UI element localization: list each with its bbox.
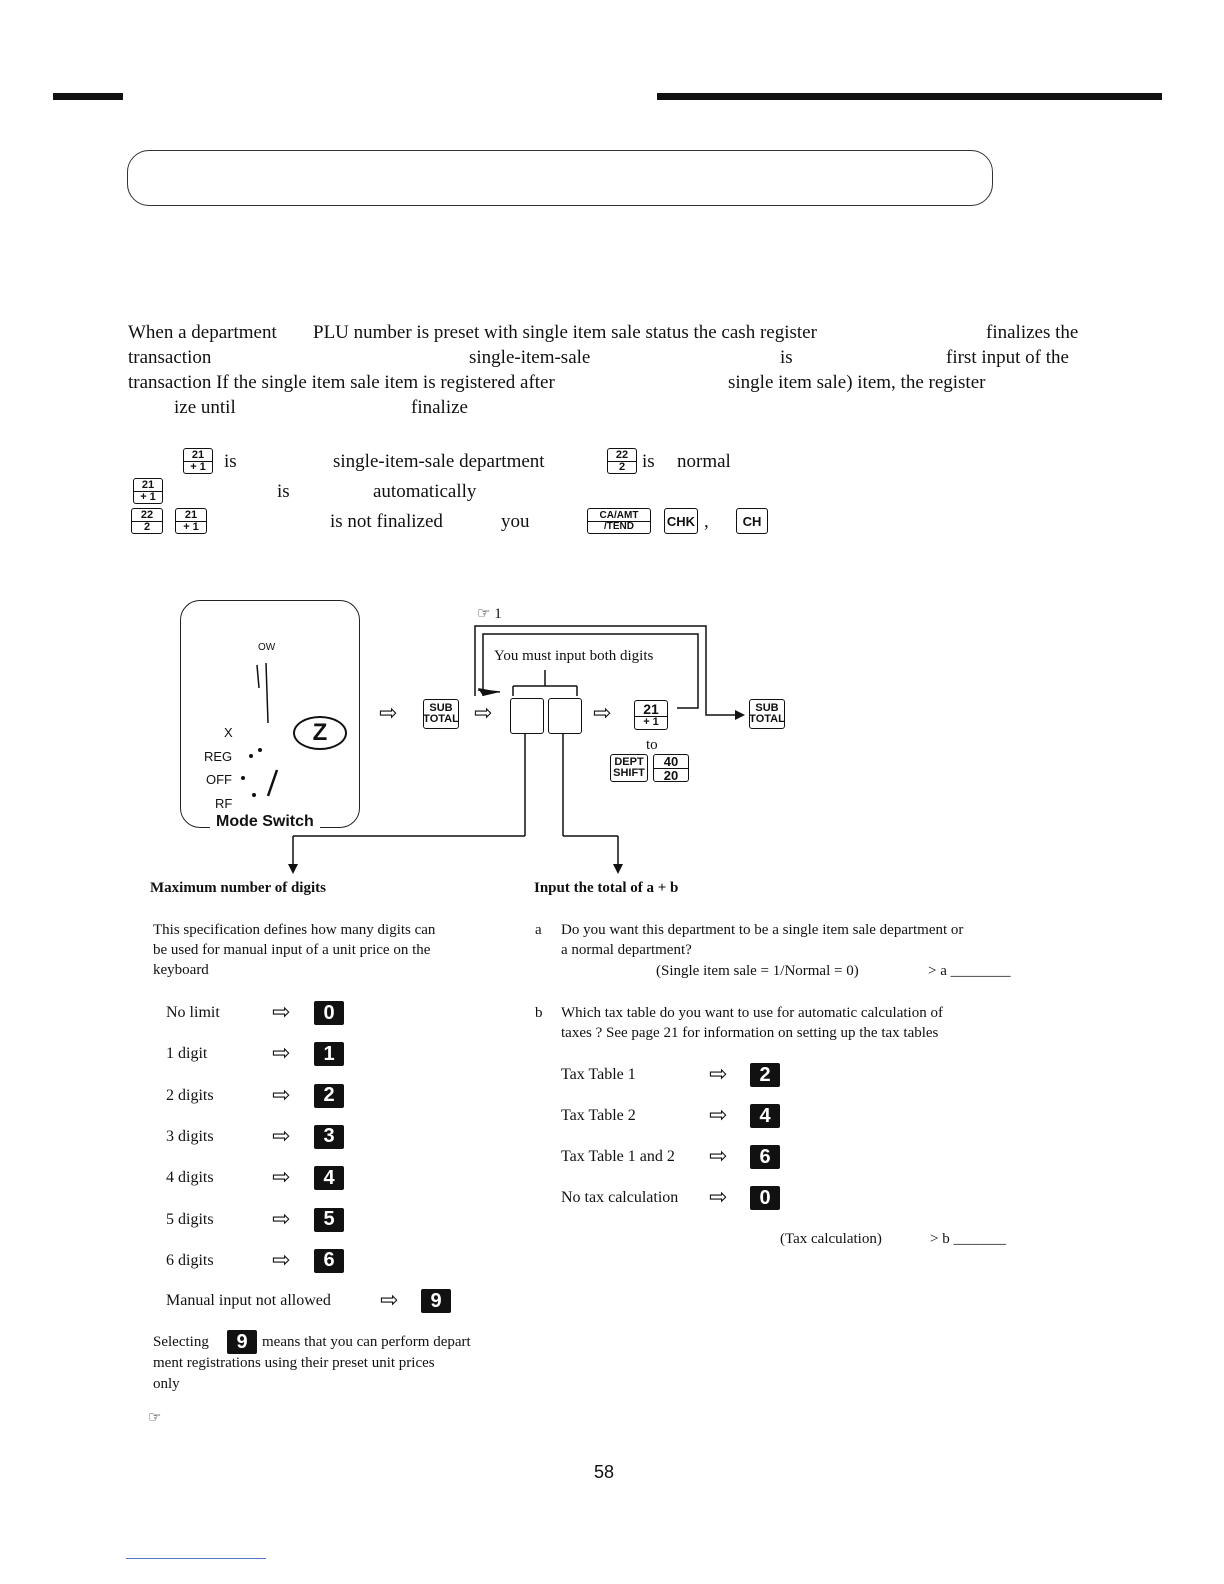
mode-reg-label: REG: [204, 749, 233, 764]
dept-22-key: 22 2: [607, 448, 637, 474]
title-box: [127, 150, 993, 206]
chk-key: CHK: [664, 508, 698, 534]
a-question: Do you want this department to be a single item sale department or: [561, 922, 964, 938]
tax-option-label: Tax Table 1 and 2: [561, 1148, 675, 1165]
left-desc: This specification defines how many digits can: [153, 922, 436, 938]
b-question: taxes ? See page 21 for information on setting up the tax tables: [561, 1025, 939, 1041]
tax-option-label: Tax Table 1: [561, 1066, 636, 1083]
arrow-icon: ⇨: [709, 1103, 728, 1128]
mode-switch-pointer: [180, 600, 360, 830]
a-formula: (Single item sale = 1/Normal = 0): [656, 963, 859, 979]
digit-key: 2: [750, 1063, 780, 1087]
b-question: Which tax table do you want to use for automatic calculation of: [561, 1005, 943, 1021]
intro-text: PLU number is preset with single item sale status the cash register: [313, 322, 817, 343]
digit-key: 4: [750, 1104, 780, 1128]
note-text: ment registrations using their preset unit prices: [153, 1355, 435, 1371]
subtotal-key: SUB TOTAL: [423, 699, 459, 729]
example-text: ,: [704, 511, 709, 532]
example-text: single-item-sale department: [333, 451, 545, 472]
arrow-icon: ⇨: [380, 1288, 399, 1313]
mode-rf-label: RF: [215, 796, 233, 811]
reference-mark: ☞ 1: [477, 606, 502, 622]
arrow-icon: ⇨: [272, 1082, 291, 1108]
digit-key: 3: [314, 1125, 344, 1149]
example-text: is: [224, 451, 237, 472]
dept-21-key: 21 + 1: [634, 700, 668, 730]
arrow-icon: ⇨: [709, 1062, 728, 1087]
dept-shift-key: DEPT SHIFT: [610, 754, 648, 782]
intro-text: first input of the: [946, 347, 1069, 368]
arrow-icon: ⇨: [272, 1000, 291, 1025]
intro-text: finalize: [411, 397, 468, 418]
to-label: to: [646, 737, 658, 753]
note-text: Selecting: [153, 1334, 209, 1350]
b-result: > b _______: [930, 1231, 1006, 1247]
note-text: only: [153, 1376, 180, 1392]
total-heading: Input the total of a + b: [534, 880, 679, 896]
digit-option-label: 6 digits: [166, 1251, 214, 1269]
digit-key: 6: [750, 1145, 780, 1169]
header-rule-left: [53, 93, 123, 100]
mode-ow-label: OW: [258, 642, 276, 653]
digit-key: 5: [314, 1208, 344, 1232]
arrow-icon: ⇨: [272, 1206, 291, 1232]
header-rule-right: [657, 93, 1162, 100]
digit-key: 6: [314, 1249, 344, 1273]
digit-option-label: 1 digit: [166, 1045, 208, 1063]
arrow-icon: ⇨: [272, 1123, 291, 1149]
mode-z-label: Z: [312, 719, 328, 746]
example-text: is: [642, 451, 655, 472]
must-input-note: You must input both digits: [494, 648, 654, 664]
digit-option-label: 4 digits: [166, 1169, 214, 1187]
example-text: is not finalized: [330, 511, 443, 532]
digit-key: 9: [227, 1330, 257, 1354]
flow-arrow-icon: ⇨: [593, 701, 612, 726]
a-label: a: [535, 922, 542, 938]
arrow-icon: ⇨: [272, 1041, 291, 1067]
mode-switch-caption: [210, 813, 320, 831]
digit-key: 0: [314, 1001, 344, 1025]
intro-text: single item sale) item, the register: [728, 372, 986, 393]
a-question: a normal department?: [561, 942, 692, 958]
flow-arrow-icon: ⇨: [474, 701, 493, 726]
intro-text: finalizes the: [986, 322, 1079, 343]
intro-text: single-item-sale: [469, 347, 591, 368]
example-text: automatically: [373, 481, 477, 502]
dept-40-key: 40 20: [653, 754, 689, 782]
arrow-icon: ⇨: [272, 1247, 291, 1273]
arrow-icon: ⇨: [272, 1165, 291, 1191]
digit-option-label: 5 digits: [166, 1210, 214, 1228]
footer-link-line: [126, 1558, 266, 1559]
digit-option-label: 3 digits: [166, 1127, 214, 1145]
ca-amt-tend-key: CA/AMT /TEND: [587, 508, 651, 534]
digit-key: 1: [314, 1042, 344, 1066]
example-text: normal: [677, 451, 731, 472]
mode-off-label: OFF: [206, 772, 232, 787]
digit-option-label: No limit: [166, 1004, 220, 1021]
digit-key: 2: [314, 1084, 344, 1108]
tax-option-label: Tax Table 2: [561, 1107, 636, 1124]
intro-text: transaction If the single item sale item is registered after: [128, 372, 555, 393]
mode-switch-label: Mode Switch: [216, 813, 314, 830]
connector-lines: [285, 830, 635, 880]
digit-key: 4: [314, 1166, 344, 1190]
left-desc: keyboard: [153, 962, 209, 978]
example-text: is: [277, 481, 290, 502]
intro-text: transaction: [128, 347, 212, 368]
ch-key: CH: [736, 508, 768, 534]
digit-key: 9: [421, 1289, 451, 1313]
subtotal-key: SUB TOTAL: [749, 699, 785, 729]
page-number: 58: [594, 1462, 615, 1482]
footer-mark: ☞: [148, 1410, 162, 1426]
digit-key: 0: [750, 1186, 780, 1210]
manual-label: Manual input not allowed: [166, 1292, 331, 1309]
example-text: you: [501, 511, 530, 532]
digit-option-label: 2 digits: [166, 1086, 214, 1104]
arrow-icon: ⇨: [709, 1144, 728, 1169]
a-result: > a ________: [928, 963, 1011, 979]
dept-21-key: 21 + 1: [133, 478, 163, 504]
dept-21-key: 21 + 1: [175, 508, 207, 534]
intro-text: ize until: [174, 397, 236, 418]
b-formula: (Tax calculation): [780, 1231, 882, 1247]
tax-option-label: No tax calculation: [561, 1189, 679, 1206]
left-desc: be used for manual input of a unit price on the: [153, 942, 431, 958]
mode-x-label: X: [224, 725, 233, 740]
dept-21-key: 21 + 1: [183, 448, 213, 474]
dept-22-key: 22 2: [131, 508, 163, 534]
max-digits-heading: Maximum number of digits: [150, 880, 326, 896]
note-text: means that you can perform depart: [262, 1334, 471, 1350]
b-label: b: [535, 1005, 543, 1021]
intro-text: is: [780, 347, 793, 368]
intro-text: When a department: [128, 322, 277, 343]
flow-arrow-icon: ⇨: [379, 701, 398, 726]
arrow-icon: ⇨: [709, 1185, 728, 1210]
